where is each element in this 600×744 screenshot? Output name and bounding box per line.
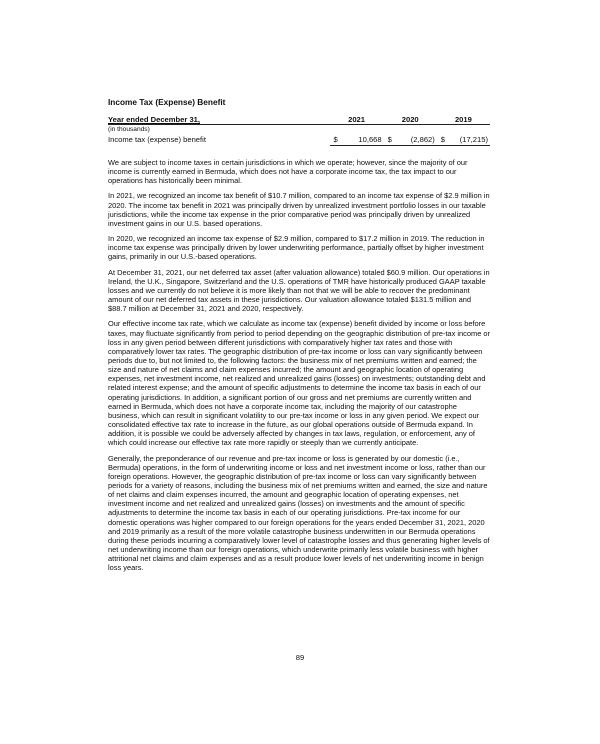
table-header-row [108, 114, 490, 125]
table-header-label: Year ended December 31, [108, 114, 330, 125]
year-column-header: 2020 [384, 114, 437, 125]
income-tax-table [108, 114, 490, 146]
year-column-header: 2019 [437, 114, 490, 125]
paragraph: In 2020, we recognized an income tax expense of $2.9 million, compared to $17.2 million in 2019. The reduction in income tax expense was principally driven by lower underwriting performance, partially offset by higher investment gains, primarily in our U.S.-based operations. [108, 234, 485, 262]
page-number: 89 [295, 653, 305, 662]
paragraph: Generally, the preponderance of our revenue and pre-tax income or loss is generated by our domestic (i.e., Bermuda) operations, in the form of underwriting income or loss and net investment income or loss, rather than our foreign operations. However, the geographic distribution of pre-tax income or loss can vary significantly between periods for a variety of reasons, including the business mix of net premiums written and earned, the size and nature of net claims and claim expenses incurred, the amount and geographic location of operating expenses, net investment income and net realized and unrealized gains (losses) on investments and the amount of specific adjustments to determine the income tax basis in each of our operating jurisdictions. Pre-tax income for our domestic operations was higher compared to our foreign operations for the years ended December 31, 2021, 2020 and 2019 primarily as a result of the more volatile catastrophe business underwritten in our Bermuda operations during these periods incurring a comparatively lower level of catastrophe losses and thus generating higher levels of net underwriting income than our foreign operations, which underwrite primarily less volatile business with higher attritional net claims and claim expenses and as a result produce lower levels of net underwriting income in benign loss years. [108, 453, 490, 573]
currency-symbol: $ [384, 134, 392, 146]
section-title: Income Tax (Expense) Benefit [108, 97, 226, 107]
currency-symbol: $ [437, 134, 445, 146]
row-label: Income tax (expense) benefit [108, 135, 206, 145]
currency-symbol: $ [330, 134, 338, 146]
table-row [108, 134, 490, 146]
value-cell: (2,862) [392, 134, 437, 146]
value-cell: (17,215) [445, 134, 490, 146]
paragraph: We are subject to income taxes in certain jurisdictions in which we operate; however, since the majority of our income is currently earned in Bermuda, which does not have a corporate income tax, the tax impact to our operations has historically been minimal. [108, 158, 468, 186]
paragraph: Our effective income tax rate, which we calculate as income tax (expense) benefit divided by income or loss before taxes, may fluctuate significantly from period to period depending on the geographic distribution of pre-tax income or loss in any given period between different jurisdictions with comparatively higher tax rates and those with comparatively lower tax rates. The geographic distribution of pre-tax income or loss can vary significantly between periods due to, but not limited to, the following factors: the business mix of net premiums written and earned; the size and nature of net claims and claim expenses incurred; the amount and geographic location of operating expenses, net investment income, net realized and unrealized gains (losses) on investments; outstanding debt and related interest expense; and the amount of specific adjustments to determine the income tax basis in each of our operating jurisdictions. In addition, a significant portion of our gross and net premiums are currently written and earned in Bermuda, which does not have a corporate income tax, including the majority of our catastrophe business, which can result in significant volatility to our pre-tax income or loss in any given period. We expect our consolidated effective tax rate to increase in the future, as our global operations outside of Bermuda expand. In addition, it is possible we could be adversely affected by changes in tax laws, regulation, or enforcement, any of which could increase our effective tax rate more rapidly or steeply than we currently anticipate. [108, 319, 491, 448]
document-page [108, 97, 490, 579]
paragraph: At December 31, 2021, our net deferred tax asset (after valuation allowance) totaled $60.9 million. Our operations in Ireland, the U.K., Singapore, Switzerland and the U.S. operations of TMR have historically produced GAAP taxable losses and we currently do not believe it is more likely than not that we will be able to recover the predominant amount of our net deferred tax assets in these jurisdictions. Our valuation allowance totaled $131.5 million and $88.7 million at December 31, 2021 and 2020, respectively. [108, 267, 490, 314]
value-cell: 10,668 [338, 134, 384, 146]
body-text [108, 158, 490, 573]
paragraph: In 2021, we recognized an income tax benefit of $10.7 million, compared to an income tax expense of $2.9 million in 2020. The income tax benefit in 2021 was principally driven by unrealized investment portfolio losses in our taxable jurisdictions, while the income tax expense in the prior comparative period was principally driven by unrealized investment gains in our U.S. based operations. [108, 191, 490, 228]
table-units-row [108, 125, 490, 135]
year-column-header: 2021 [330, 114, 384, 125]
units-label: (in thousands) [108, 126, 150, 133]
